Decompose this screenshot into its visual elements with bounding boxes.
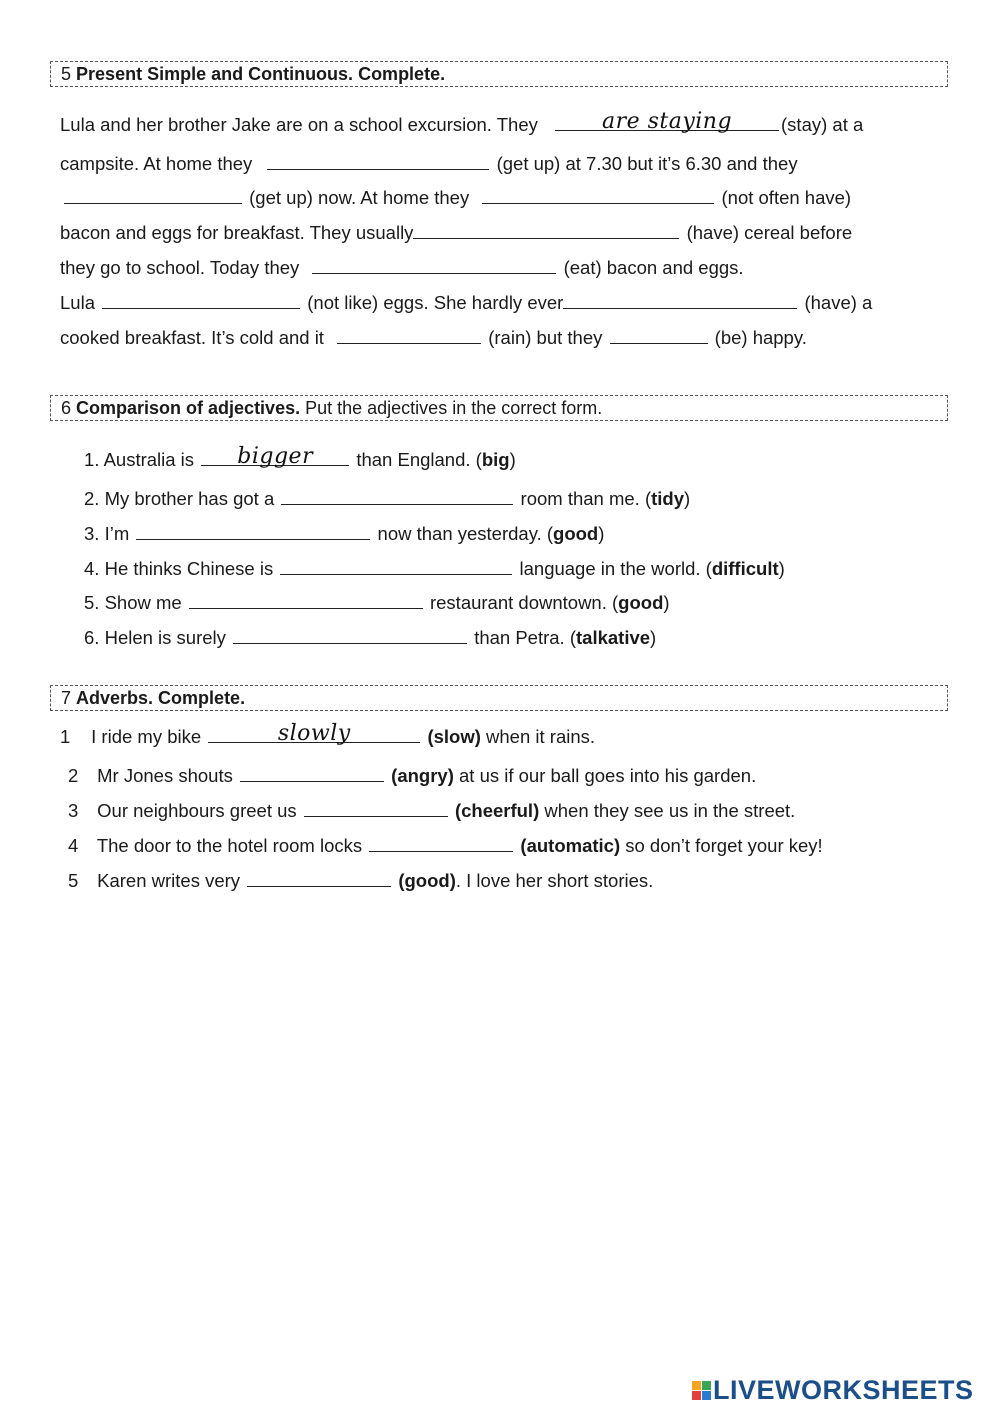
section-number: 6	[61, 398, 72, 418]
s5-line-1: Lula and her brother Jake are on a school excursion. They are staying (stay) at a	[60, 109, 864, 135]
answer-field[interactable]	[280, 556, 512, 575]
s5-line-7: cooked breakfast. It’s cold and it (rain) but they (be) happy.	[60, 327, 807, 348]
s6-item-4: 4. He thinks Chinese is language in the world. (difficult)	[84, 558, 785, 579]
answer-field[interactable]	[563, 290, 797, 309]
answer-field[interactable]	[312, 255, 556, 274]
section-6-header	[50, 395, 948, 421]
section-7-header	[50, 685, 948, 711]
answer-field[interactable]	[337, 325, 481, 344]
s5-line-4: bacon and eggs for breakfast. They usually (have) cereal before	[60, 222, 853, 243]
answer-field[interactable]	[482, 185, 714, 204]
answer-field[interactable]	[267, 151, 489, 170]
answer-field[interactable]	[555, 109, 779, 134]
liveworksheets-logo[interactable]	[692, 1374, 974, 1405]
answer-field[interactable]	[189, 590, 423, 609]
s6-item-2: 2. My brother has got a room than me. (tidy)	[84, 488, 691, 509]
s5-line-5: they go to school. Today they (eat) bacon and eggs.	[60, 257, 744, 278]
logo-text: LIVEWORKSHEETS	[713, 1374, 974, 1405]
answer-field[interactable]	[64, 185, 242, 204]
answer-field[interactable]	[208, 721, 420, 746]
s5-line-2: campsite. At home they (get up) at 7.30 but it’s 6.30 and they	[60, 153, 798, 174]
answer-field[interactable]	[610, 325, 708, 344]
answer-field[interactable]	[136, 521, 370, 540]
section-number: 5	[61, 64, 72, 84]
section-5-header	[50, 61, 948, 87]
handwritten-answer: slowly	[277, 721, 351, 746]
s7-item-2: 2 Mr Jones shouts (angry) at us if our ball goes into his garden.	[68, 765, 757, 786]
handwritten-answer: bigger	[237, 444, 314, 469]
answer-field[interactable]	[247, 868, 391, 887]
s7-item-4: 4 The door to the hotel room locks (automatic) so don’t forget your key!	[68, 835, 823, 856]
answer-field[interactable]	[201, 444, 349, 469]
s6-item-6: 6. Helen is surely than Petra. (talkative)	[84, 627, 657, 648]
section-title: Present Simple and Continuous. Complete.	[76, 64, 446, 84]
s7-item-5: 5 Karen writes very (good). I love her short stories.	[68, 870, 654, 891]
section-title: Adverbs. Complete.	[76, 688, 246, 708]
answer-field[interactable]	[369, 833, 513, 852]
section-number: 7	[61, 688, 72, 708]
s6-item-3: 3. I’m now than yesterday. (good)	[84, 523, 605, 544]
s5-line-3: (get up) now. At home they (not often have)	[62, 185, 851, 210]
answer-field[interactable]	[102, 290, 300, 309]
logo-blocks-icon	[692, 1381, 711, 1400]
s7-item-1: 1 I ride my bike slowly (slow) when it rains.	[60, 721, 596, 747]
section-instruction: Put the adjectives in the correct form.	[305, 398, 603, 418]
answer-field[interactable]	[281, 486, 513, 505]
s6-item-1: 1. Australia is bigger than England. (big)	[84, 444, 516, 470]
section-title: Comparison of adjectives.	[76, 398, 301, 418]
s5-line-6: Lula (not like) eggs. She hardly ever (have) a	[60, 292, 873, 313]
answer-field[interactable]	[233, 625, 467, 644]
answer-field[interactable]	[240, 763, 384, 782]
answer-field[interactable]	[413, 220, 679, 239]
answer-field[interactable]	[304, 798, 448, 817]
s7-item-3: 3 Our neighbours greet us (cheerful) when they see us in the street.	[68, 800, 796, 821]
handwritten-answer: are staying	[601, 109, 733, 134]
s6-item-5: 5. Show me restaurant downtown. (good)	[84, 592, 670, 613]
